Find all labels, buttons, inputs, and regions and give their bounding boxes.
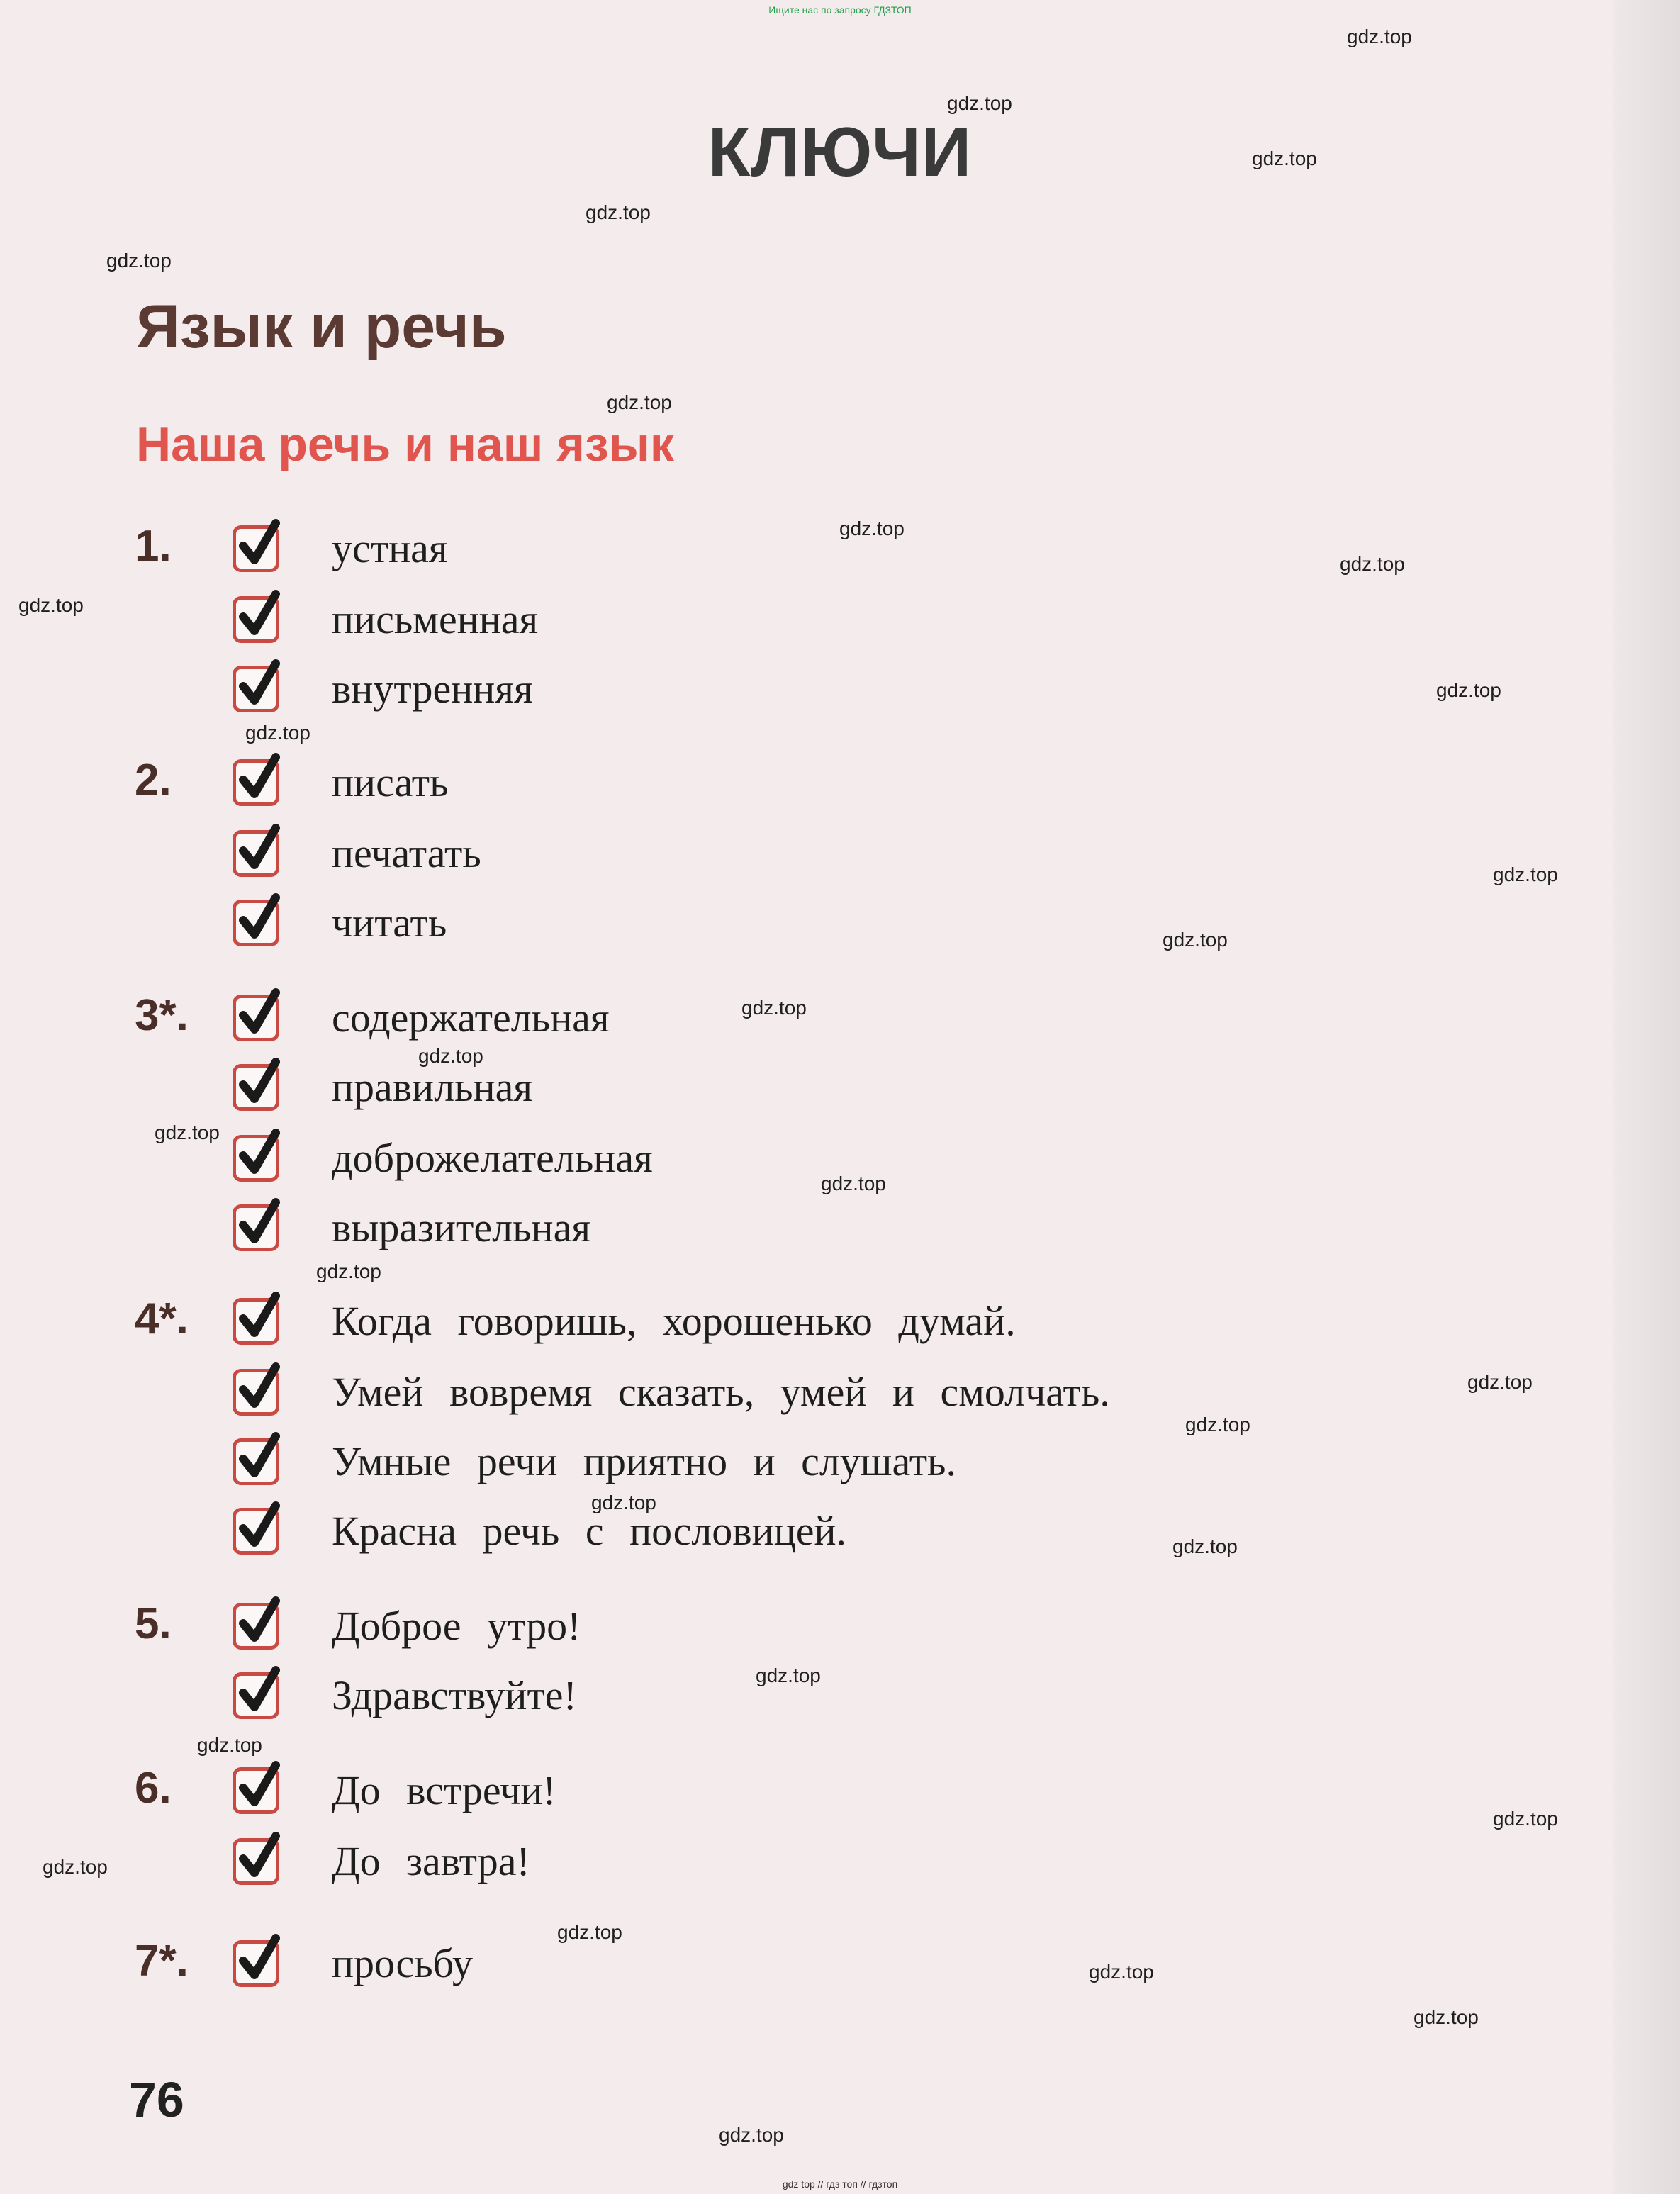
checkbox-checked-icon [233,596,279,643]
task-number: 5. [135,1599,172,1648]
watermark: gdz.top [947,92,1012,114]
answer-text: устная [332,525,448,571]
watermark: gdz.top [197,1734,262,1756]
header-note: Ищите нас по запросу ГДЗТОП [768,4,912,16]
watermark: gdz.top [1493,863,1558,885]
task-number: 3*. [135,991,189,1040]
answer-row [233,1365,1110,1419]
answer-row [233,1669,577,1723]
checkbox-checked-icon [233,900,279,946]
task-number: 4*. [135,1294,189,1343]
watermark: gdz.top [155,1121,220,1143]
page-title: КЛЮЧИ [707,113,973,191]
answer-row [233,827,481,880]
watermark: gdz.top [18,594,84,616]
watermark: gdz.top [1436,679,1501,701]
watermark: gdz.top [1340,553,1405,575]
answer-row [233,1764,556,1818]
checkbox-checked-icon [233,1369,279,1416]
answer-row [233,1294,1016,1348]
answer-row [233,1435,956,1489]
answer-text: Красна речь с пословицей. [332,1508,847,1554]
watermark: gdz.top [1172,1535,1238,1557]
answer-text: Когда говоришь, хорошенько думай. [332,1298,1016,1344]
task-number: 6. [135,1764,172,1813]
task-number: 7*. [135,1937,189,1986]
answer-row [233,1504,846,1558]
checkbox-checked-icon [233,1064,279,1111]
answer-text: просьбу [332,1940,473,1986]
checkbox-checked-icon [233,1838,279,1885]
answer-row [233,896,447,950]
answer-row [233,991,610,1045]
watermark: gdz.top [1493,1808,1558,1830]
watermark: gdz.top [607,391,672,413]
answer-row [233,593,538,647]
checkbox-checked-icon [233,666,279,712]
watermark: gdz.top [1185,1414,1250,1435]
watermark: gdz.top [557,1921,622,1943]
watermark: gdz.top [1413,2006,1479,2028]
answer-text: Умные речи приятно и слушать. [332,1438,956,1484]
answer-row [233,1201,590,1255]
watermark: gdz.top [1347,26,1412,47]
watermark: gdz.top [1089,1961,1154,1983]
task-number: 2. [135,756,172,805]
checkbox-checked-icon [233,1135,279,1182]
answer-text: До встречи! [332,1767,556,1813]
answer-row [233,1131,653,1185]
watermark: gdz.top [591,1491,656,1513]
checkbox-checked-icon [233,1298,279,1345]
answer-text: внутренняя [332,666,533,712]
answer-text: До завтра! [332,1838,530,1884]
answer-text: доброжелательная [332,1135,653,1181]
watermark: gdz.top [1163,929,1228,951]
checkbox-checked-icon [233,1508,279,1555]
answer-text: выразительная [332,1204,590,1250]
answer-text: правильная [332,1064,533,1110]
footer-note: gdz top // гдз топ // гдзтоп [782,2178,898,2190]
page-edge [1613,0,1680,2194]
task-number: 1. [135,522,172,571]
answer-row [233,1835,530,1888]
watermark: gdz.top [418,1045,483,1067]
checkbox-checked-icon [233,1438,279,1485]
watermark: gdz.top [106,250,172,272]
answer-row [233,1599,581,1653]
checkbox-checked-icon [233,759,279,806]
page-number: 76 [129,2072,184,2127]
section-title: Язык и речь [136,293,507,361]
checkbox-checked-icon [233,1767,279,1814]
answer-text: Доброе утро! [332,1603,581,1649]
watermark: gdz.top [839,517,905,539]
answer-text: содержательная [332,995,610,1041]
answer-text: Здравствуйте! [332,1672,577,1718]
checkbox-checked-icon [233,1940,279,1987]
watermark: gdz.top [821,1172,886,1194]
checkbox-checked-icon [233,995,279,1041]
watermark: gdz.top [741,997,807,1019]
watermark: gdz.top [245,722,310,744]
answer-text: читать [332,900,447,946]
answer-row [233,522,448,576]
answer-row [233,1937,473,1991]
subsection-title: Наша речь и наш язык [136,418,674,471]
watermark: gdz.top [756,1664,821,1686]
answer-row [233,1060,532,1114]
watermark: gdz.top [43,1856,108,1878]
checkbox-checked-icon [233,1672,279,1719]
answer-row [233,662,533,716]
answer-text: печатать [332,830,481,876]
checkbox-checked-icon [233,1603,279,1650]
watermark: gdz.top [316,1260,381,1282]
watermark: gdz.top [719,2124,784,2146]
answer-row [233,756,449,810]
checkbox-checked-icon [233,525,279,572]
checkbox-checked-icon [233,830,279,877]
watermark: gdz.top [586,201,651,223]
checkbox-checked-icon [233,1204,279,1251]
watermark: gdz.top [1252,147,1317,169]
answer-text: письменная [332,596,539,642]
watermark: gdz.top [1467,1371,1533,1393]
answer-text: писать [332,759,449,805]
answer-text: Умей вовремя сказать, умей и смолчать. [332,1369,1110,1415]
